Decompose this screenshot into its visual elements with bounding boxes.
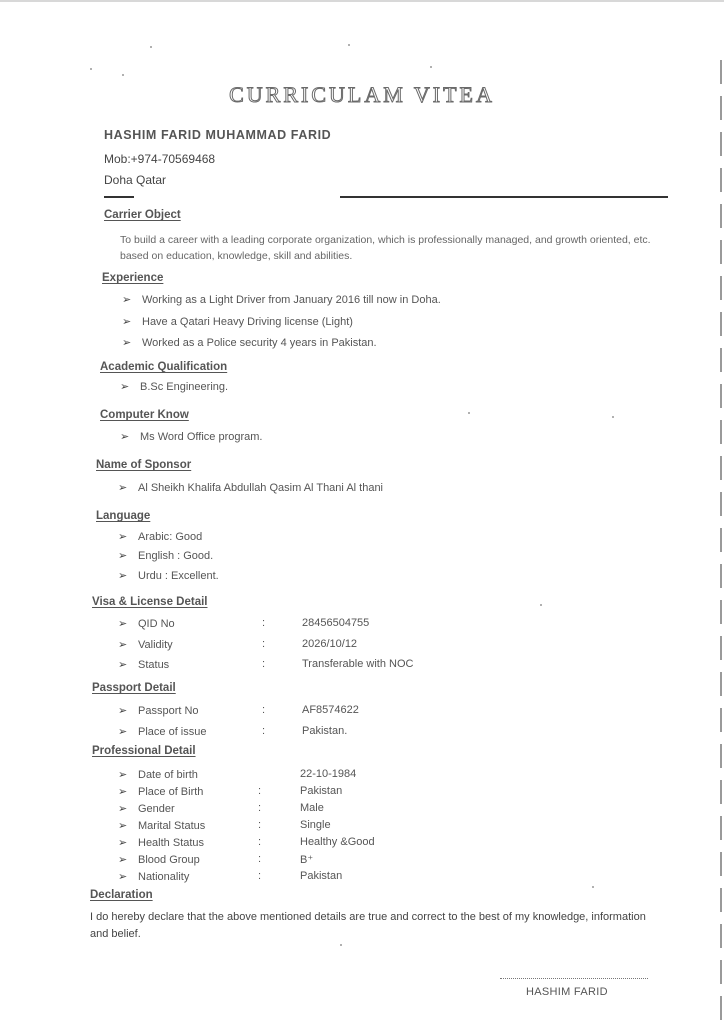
scan-speck xyxy=(122,74,124,76)
experience-item xyxy=(122,315,353,328)
sponsor-item-text: Al Sheikh Khalifa Abdullah Qasim Al Thani Al thani xyxy=(138,482,384,494)
academic-item xyxy=(120,380,228,393)
colon: : xyxy=(258,785,262,797)
language-item: ➢ English : Good. xyxy=(118,550,214,562)
professional-value: Male xyxy=(300,802,324,814)
passport-heading: Passport Detail xyxy=(92,682,176,694)
professional-value: Healthy &Good xyxy=(300,836,375,848)
professional-label-text: Place of Birth xyxy=(138,786,204,798)
location: Doha Qatar xyxy=(104,173,167,187)
language-heading: Language xyxy=(96,510,151,522)
declaration-text: I do hereby declare that the above mentioned details are true and correct to the best of my knowledge, information and belief. xyxy=(90,911,646,940)
professional-label-text: Date of birth xyxy=(138,769,198,781)
visa-value: Transferable with NOC xyxy=(302,658,414,670)
language-item: ➢ Urdu : Excellent. xyxy=(118,570,219,582)
passport-value: Pakistan. xyxy=(302,725,348,737)
arrow-bullet-icon: ➢ xyxy=(122,294,132,306)
arrow-bullet-icon: ➢ xyxy=(118,705,128,717)
professional-label xyxy=(118,768,198,781)
scan-speck xyxy=(430,66,432,68)
language-name: Arabic xyxy=(138,531,170,543)
declaration-heading: Declaration xyxy=(90,889,153,901)
visa-heading: Visa & License Detail xyxy=(92,596,208,608)
scan-right-edge xyxy=(720,60,722,1020)
language-level: Excellent. xyxy=(171,570,219,582)
professional-value: B⁺ xyxy=(300,854,314,866)
arrow-bullet-icon: ➢ xyxy=(118,769,128,781)
professional-label-text: Blood Group xyxy=(138,854,200,866)
professional-label-text: Gender xyxy=(138,803,175,815)
arrow-bullet-icon: ➢ xyxy=(118,803,128,815)
visa-value: 28456504755 xyxy=(302,617,370,629)
colon: : xyxy=(262,704,266,716)
scan-top-edge xyxy=(0,0,724,2)
arrow-bullet-icon: ➢ xyxy=(118,618,128,630)
arrow-bullet-icon: ➢ xyxy=(122,316,132,328)
scan-speck xyxy=(612,416,614,418)
colon: : xyxy=(258,802,262,814)
applicant-name: HASHIM FARID MUHAMMAD FARID xyxy=(104,128,332,142)
visa-label xyxy=(118,617,175,630)
scan-speck xyxy=(150,46,152,48)
professional-value: Pakistan xyxy=(300,785,343,797)
professional-label xyxy=(118,819,205,832)
arrow-bullet-icon: ➢ xyxy=(118,482,128,494)
professional-label xyxy=(118,836,204,849)
scan-speck xyxy=(340,944,342,946)
visa-label xyxy=(118,658,169,671)
professional-heading: Professional Detail xyxy=(92,745,196,757)
professional-label-text: Marital Status xyxy=(138,820,206,832)
visa-value: 2026/10/12 xyxy=(302,638,358,650)
sponsor-heading: Name of Sponsor xyxy=(96,459,192,471)
arrow-bullet-icon: ➢ xyxy=(118,854,128,866)
arrow-bullet-icon: ➢ xyxy=(120,381,130,393)
professional-label-text: Health Status xyxy=(138,837,205,849)
language-name: English xyxy=(138,550,175,562)
sponsor-item xyxy=(118,481,383,494)
arrow-bullet-icon: ➢ xyxy=(118,820,128,832)
arrow-bullet-icon: ➢ xyxy=(120,431,130,443)
arrow-bullet-icon: ➢ xyxy=(118,531,128,543)
arrow-bullet-icon: ➢ xyxy=(118,659,128,671)
computer-item-text: Ms Word Office program. xyxy=(140,431,263,443)
career-objective-heading: Carrier Object xyxy=(104,209,181,221)
computer-item xyxy=(120,430,262,443)
language-name: Urdu xyxy=(138,570,162,582)
experience-item-text: Worked as a Police security 4 years in Pakistan. xyxy=(142,337,377,349)
visa-label xyxy=(118,638,173,651)
professional-label xyxy=(118,785,203,798)
experience-item-text: Working as a Light Driver from January 2016 till now in Doha. xyxy=(142,294,441,306)
professional-label xyxy=(118,853,200,866)
passport-label-text: Passport No xyxy=(138,705,199,717)
colon: : xyxy=(262,725,266,737)
passport-label-text: Place of issue xyxy=(138,726,207,738)
header-divider xyxy=(104,196,134,198)
professional-value: Single xyxy=(300,819,331,831)
academic-item-text: B.Sc Engineering. xyxy=(140,381,229,393)
experience-heading: Experience xyxy=(102,272,164,284)
arrow-bullet-icon: ➢ xyxy=(118,550,128,562)
professional-value: Pakistan xyxy=(300,870,343,882)
academic-heading: Academic Qualification xyxy=(100,361,228,373)
visa-label-text: Status xyxy=(138,659,170,671)
professional-label-text: Nationality xyxy=(138,871,190,883)
document-title: CURRICULAM VITEA xyxy=(229,82,495,107)
scan-speck xyxy=(540,604,542,606)
arrow-bullet-icon: ➢ xyxy=(118,871,128,883)
experience-item xyxy=(122,336,377,349)
scan-speck xyxy=(90,68,92,70)
colon: : xyxy=(262,658,266,670)
colon: : xyxy=(258,819,262,831)
colon: : xyxy=(258,870,262,882)
arrow-bullet-icon: ➢ xyxy=(118,639,128,651)
visa-label-text: QID No xyxy=(138,618,175,630)
career-objective-text: To build a career with a leading corporate organization, which is professionally managed, and growth oriented, etc. based on education, knowledge, skill and abilities. xyxy=(120,234,651,262)
arrow-bullet-icon: ➢ xyxy=(118,726,128,738)
visa-label-text: Validity xyxy=(138,639,173,651)
colon: : xyxy=(262,638,266,650)
arrow-bullet-icon: ➢ xyxy=(118,837,128,849)
colon: : xyxy=(262,617,266,629)
passport-label xyxy=(118,725,206,738)
professional-value: 22-10-1984 xyxy=(300,768,357,780)
experience-item-text: Have a Qatari Heavy Driving license (Light) xyxy=(142,316,353,328)
scan-speck xyxy=(592,886,594,888)
scan-speck xyxy=(348,44,350,46)
computer-heading: Computer Know xyxy=(100,409,189,421)
arrow-bullet-icon: ➢ xyxy=(118,570,128,582)
passport-value: AF8574622 xyxy=(302,704,359,716)
experience-item xyxy=(122,293,441,306)
professional-label xyxy=(118,870,189,883)
arrow-bullet-icon: ➢ xyxy=(118,786,128,798)
arrow-bullet-icon: ➢ xyxy=(122,337,132,349)
language-level: Good xyxy=(175,531,203,543)
professional-label xyxy=(118,802,175,815)
signature-line xyxy=(500,978,648,979)
header-divider xyxy=(340,196,668,198)
signature-name: HASHIM FARID xyxy=(526,986,608,998)
colon: : xyxy=(258,853,262,865)
language-item: ➢ Arabic: Good xyxy=(118,531,203,543)
passport-label xyxy=(118,704,199,717)
scan-speck xyxy=(468,412,470,414)
mobile-number: Mob:+974-70569468 xyxy=(104,152,216,166)
language-level: Good. xyxy=(183,550,214,562)
colon: : xyxy=(258,836,262,848)
